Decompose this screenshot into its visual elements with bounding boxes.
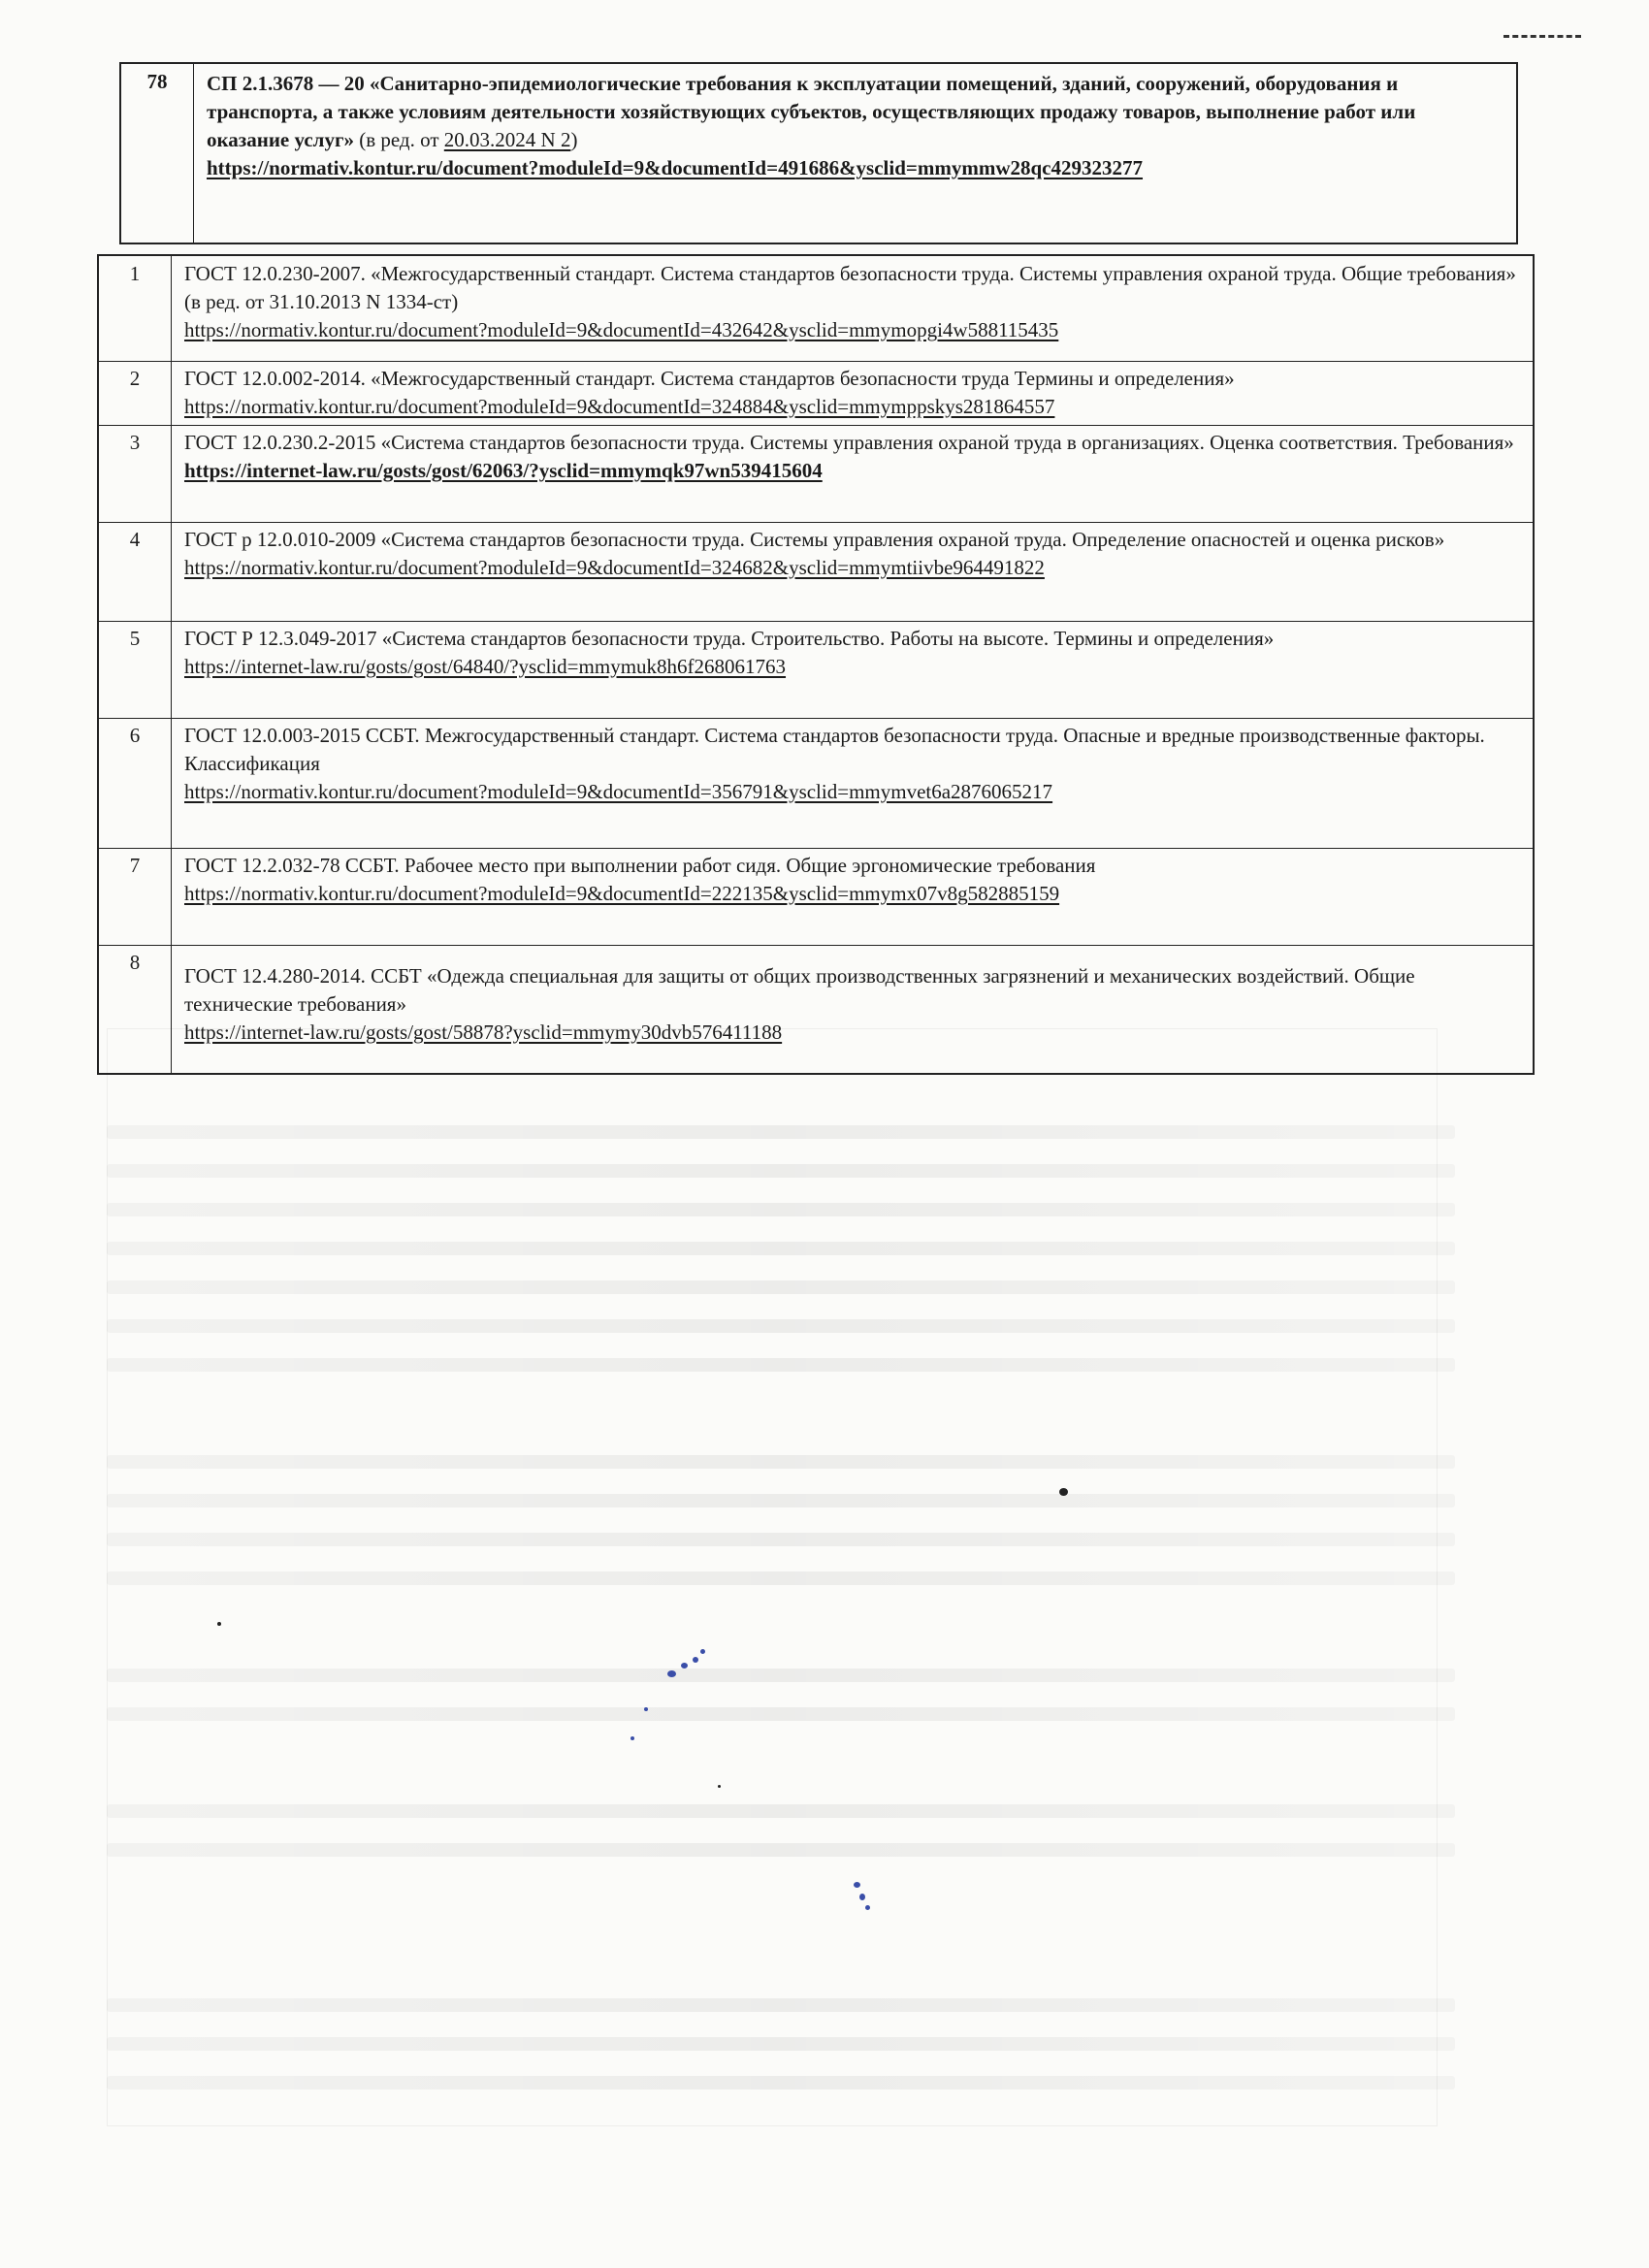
document-title: ГОСТ 12.0.230.2-2015 «Система стандартов безопасности труда. Системы управления охраной труда в организациях. Оценка соответствия. Требования» (184, 431, 1514, 454)
edition-suffix: ) (570, 128, 578, 151)
document-title: ГОСТ 12.0.002-2014. «Межгосударственный стандарт. Система стандартов безопасности труда Термины и определения» (184, 367, 1235, 390)
row-text (184, 429, 1519, 485)
document-link[interactable]: https://normativ.kontur.ru/document?moduleId=9&documentId=222135&ysclid=mmymx07v8g582885159 (184, 882, 1060, 905)
bleed-through-line (107, 1164, 1455, 1178)
bleed-through-line (107, 1280, 1455, 1294)
row-text (207, 70, 1503, 182)
bleed-through-line (107, 1571, 1455, 1585)
row-number: 78 (121, 64, 194, 243)
row-number: 3 (99, 425, 172, 522)
document-title: СП 2.1.3678 — 20 «Санитарно-эпидемиологические требования к эксплуатации помещений, зданий, сооружений, оборудования и транспорта, а также условиям деятельности хозяйствующих субъектов, осуществляющих продажу товаров, выполнение работ или оказание услуг» (207, 72, 1416, 151)
bleed-through-line (107, 1319, 1455, 1333)
row-number: 7 (99, 848, 172, 945)
row-number: 5 (99, 621, 172, 718)
table-row (99, 361, 1533, 426)
table-row (99, 425, 1533, 523)
document-link[interactable]: https://normativ.kontur.ru/document?moduleId=9&documentId=432642&ysclid=mmymopgi4w588115435 (184, 318, 1059, 341)
table-row (99, 522, 1533, 622)
row-text (184, 365, 1519, 421)
document-link[interactable]: https://normativ.kontur.ru/document?moduleId=9&documentId=324682&ysclid=mmymtiivbe964491822 (184, 556, 1045, 579)
document-link[interactable]: https://internet-law.ru/gosts/gost/58878?ysclid=mmymy30dvb576411188 (184, 1021, 783, 1044)
table-row (99, 848, 1533, 946)
document-title: ГОСТ 12.4.280-2014. ССБТ «Одежда специальная для защиты от общих производственных загрязнений и механических воздействий. Общие технические требования» (184, 964, 1415, 1016)
table-row (121, 64, 1516, 243)
row-number: 2 (99, 361, 172, 425)
row-text (184, 526, 1519, 582)
document-title: ГОСТ 12.0.003-2015 ССБТ. Межгосударственный стандарт. Система стандартов безопасности труда. Опасные и вредные производственные факторы. Классификация (184, 724, 1485, 775)
edition-date: 20.03.2024 N 2 (443, 128, 571, 151)
document-link[interactable]: https://normativ.kontur.ru/document?moduleId=9&documentId=356791&ysclid=mmymvet6a2876065217 (184, 780, 1053, 803)
bleed-through-line (107, 1533, 1455, 1546)
row-number: 6 (99, 718, 172, 848)
bleed-through-line (107, 1455, 1455, 1469)
document-title: ГОСТ 12.2.032-78 ССБТ. Рабочее место при выполнении работ сидя. Общие эргономические требования (184, 854, 1096, 877)
bleed-through-line (107, 1843, 1455, 1857)
row-text (184, 852, 1519, 908)
document-title: ГОСТ 12.0.230-2007. «Межгосударственный стандарт. Система стандартов безопасности труда. Системы управления охраной труда. Общие требования» (в ред. от 31.10.2013 N 1334-ст) (184, 262, 1516, 313)
row-number: 1 (99, 256, 172, 361)
table-row (99, 256, 1533, 362)
bleed-through-line (107, 2037, 1455, 2051)
document-title: ГОСТ Р 12.3.049-2017 «Система стандартов безопасности труда. Строительство. Работы на высоте. Термины и определения» (184, 627, 1275, 650)
row-number: 4 (99, 522, 172, 621)
bleed-through-line (107, 1669, 1455, 1682)
row-text (184, 625, 1519, 681)
document-link[interactable]: https://internet-law.ru/gosts/gost/62063/?ysclid=mmymqk97wn539415604 (184, 459, 823, 482)
document-link[interactable]: https://normativ.kontur.ru/document?moduleId=9&documentId=324884&ysclid=mmymppskys281864557 (184, 395, 1055, 418)
bleed-through-line (107, 1494, 1455, 1507)
row-text (184, 722, 1519, 806)
row-text (184, 962, 1519, 1047)
row-number: 8 (99, 945, 172, 1073)
bleed-through-line (107, 1242, 1455, 1255)
document-link[interactable]: https://normativ.kontur.ru/document?moduleId=9&documentId=491686&ysclid=mmymmw28qc429323277 (207, 156, 1144, 179)
bleed-through-line (107, 1358, 1455, 1372)
bleed-through-line (107, 1203, 1455, 1216)
top-table (119, 62, 1518, 244)
edition-prefix: (в ред. от (353, 128, 444, 151)
bleed-through-line (107, 1804, 1455, 1818)
row-text (184, 260, 1519, 344)
table-row (99, 945, 1533, 1073)
bleed-through-line (107, 1707, 1455, 1721)
table-row (99, 621, 1533, 719)
document-title: ГОСТ р 12.0.010-2009 «Система стандартов безопасности труда. Системы управления охраной труда. Определение опасностей и оценка рисков» (184, 528, 1445, 551)
bleed-through-line (107, 2076, 1455, 2090)
document-link[interactable]: https://internet-law.ru/gosts/gost/64840/?ysclid=mmymuk8h6f268061763 (184, 655, 787, 678)
bleed-through-line (107, 1998, 1455, 2012)
scan-corner-mark (1504, 35, 1581, 48)
table-row (99, 718, 1533, 849)
standards-table (97, 254, 1535, 1075)
bleed-through-line (107, 1125, 1455, 1139)
